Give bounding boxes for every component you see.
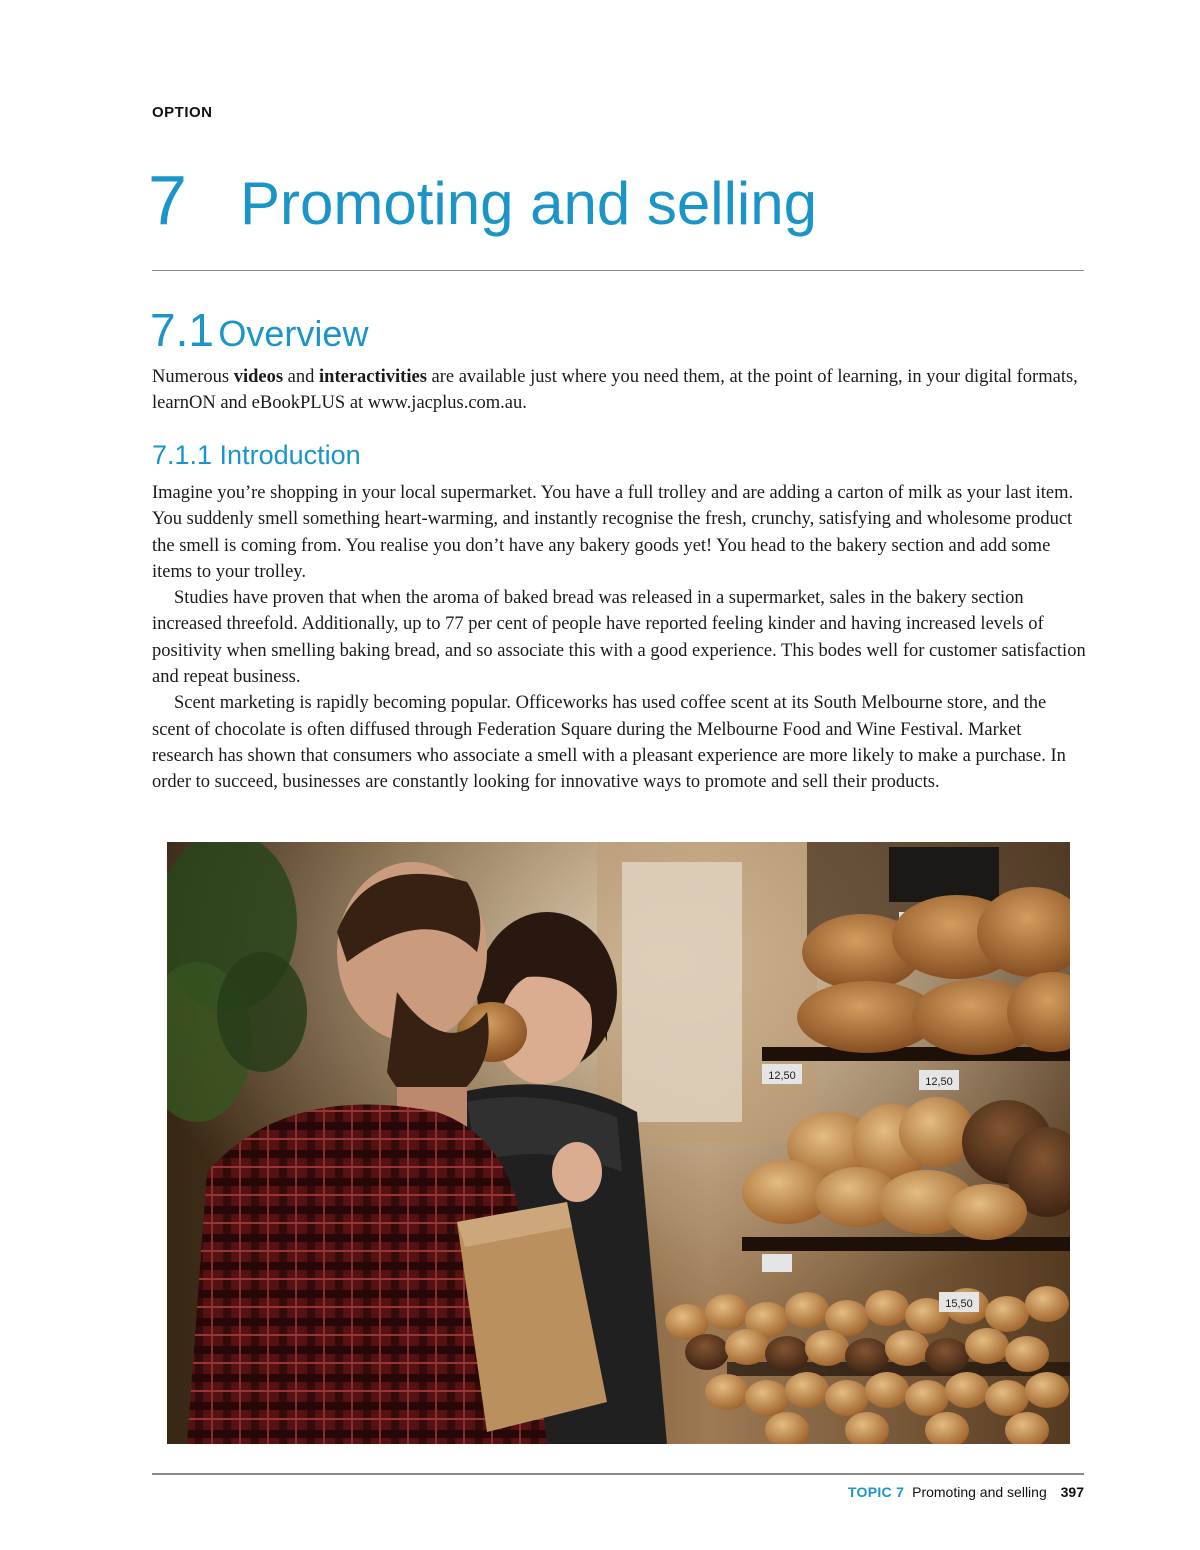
section-heading — [150, 303, 368, 357]
intro-paragraph: Scent marketing is rapidly becoming popular. Officeworks has used coffee scent at its South Melbourne store, and the scent of chocolate is often diffused through Federation Square during the Melbourne Food and Wine Festival. Market research has shown that consumers who associate a smell with a pleasant experience are more likely to make a purchase. In order to succeed, businesses are constantly looking for innovative ways to promote and sell their products. — [152, 693, 1066, 793]
footer-topic-label: TOPIC 7 — [847, 1484, 905, 1500]
chapter-number: 7 — [148, 161, 187, 239]
overview-text: are available just where you need them, at the point of learning, in your digital formats, learnON and eBookPLUS at www.jacplus.com.au. — [152, 367, 1078, 414]
intro-paragraph: Studies have proven that when the aroma of baked bread was released in a supermarket, sales in the bakery section increased threefold. Additionally, up to 77 per cent of people have reported feeling kinder and having increased levels of positivity when smelling baking bread, and so associate this with a good experience. This bodes well for customer satisfaction and repeat business. — [152, 588, 1086, 688]
chapter-title: Promoting and selling — [240, 170, 818, 237]
intro-paragraph: Imagine you’re shopping in your local supermarket. You have a full trolley and are adding a carton of milk as your last item. You suddenly smell something heart-warming, and instantly recognise the fresh, crunchy, satisfying and wholesome product the smell is coming from. You realise you don’t have any bakery goods yet! You head to the bakery section and add some items to your trolley. — [152, 483, 1074, 582]
page-number: 397 — [1060, 1484, 1084, 1500]
price-tag-text: 12,50 — [925, 1076, 953, 1088]
footer-divider — [152, 1473, 1084, 1475]
chapter-heading — [148, 160, 817, 260]
footer-topic-title: Promoting and selling — [912, 1484, 1047, 1500]
bakery-photo-illustration — [167, 842, 1070, 1444]
price-tag-text: 12,50 — [768, 1070, 796, 1082]
section-number: 7.1 — [150, 304, 214, 356]
overview-text: and — [283, 367, 320, 387]
overview-paragraph — [152, 364, 1087, 417]
title-divider — [152, 270, 1084, 271]
bakery-photo — [167, 842, 1070, 1444]
overview-text: Numerous — [152, 367, 234, 387]
section-title: Overview — [218, 313, 369, 354]
subsection-title: 7.1.1 Introduction — [152, 440, 361, 470]
page-footer — [848, 1484, 1084, 1500]
overview-bold-videos: videos — [233, 367, 284, 387]
overview-bold-interactivities: interactivities — [319, 367, 427, 387]
price-tag-text: 15,50 — [945, 1298, 973, 1310]
introduction-text — [152, 480, 1087, 796]
option-label: OPTION — [152, 104, 213, 121]
